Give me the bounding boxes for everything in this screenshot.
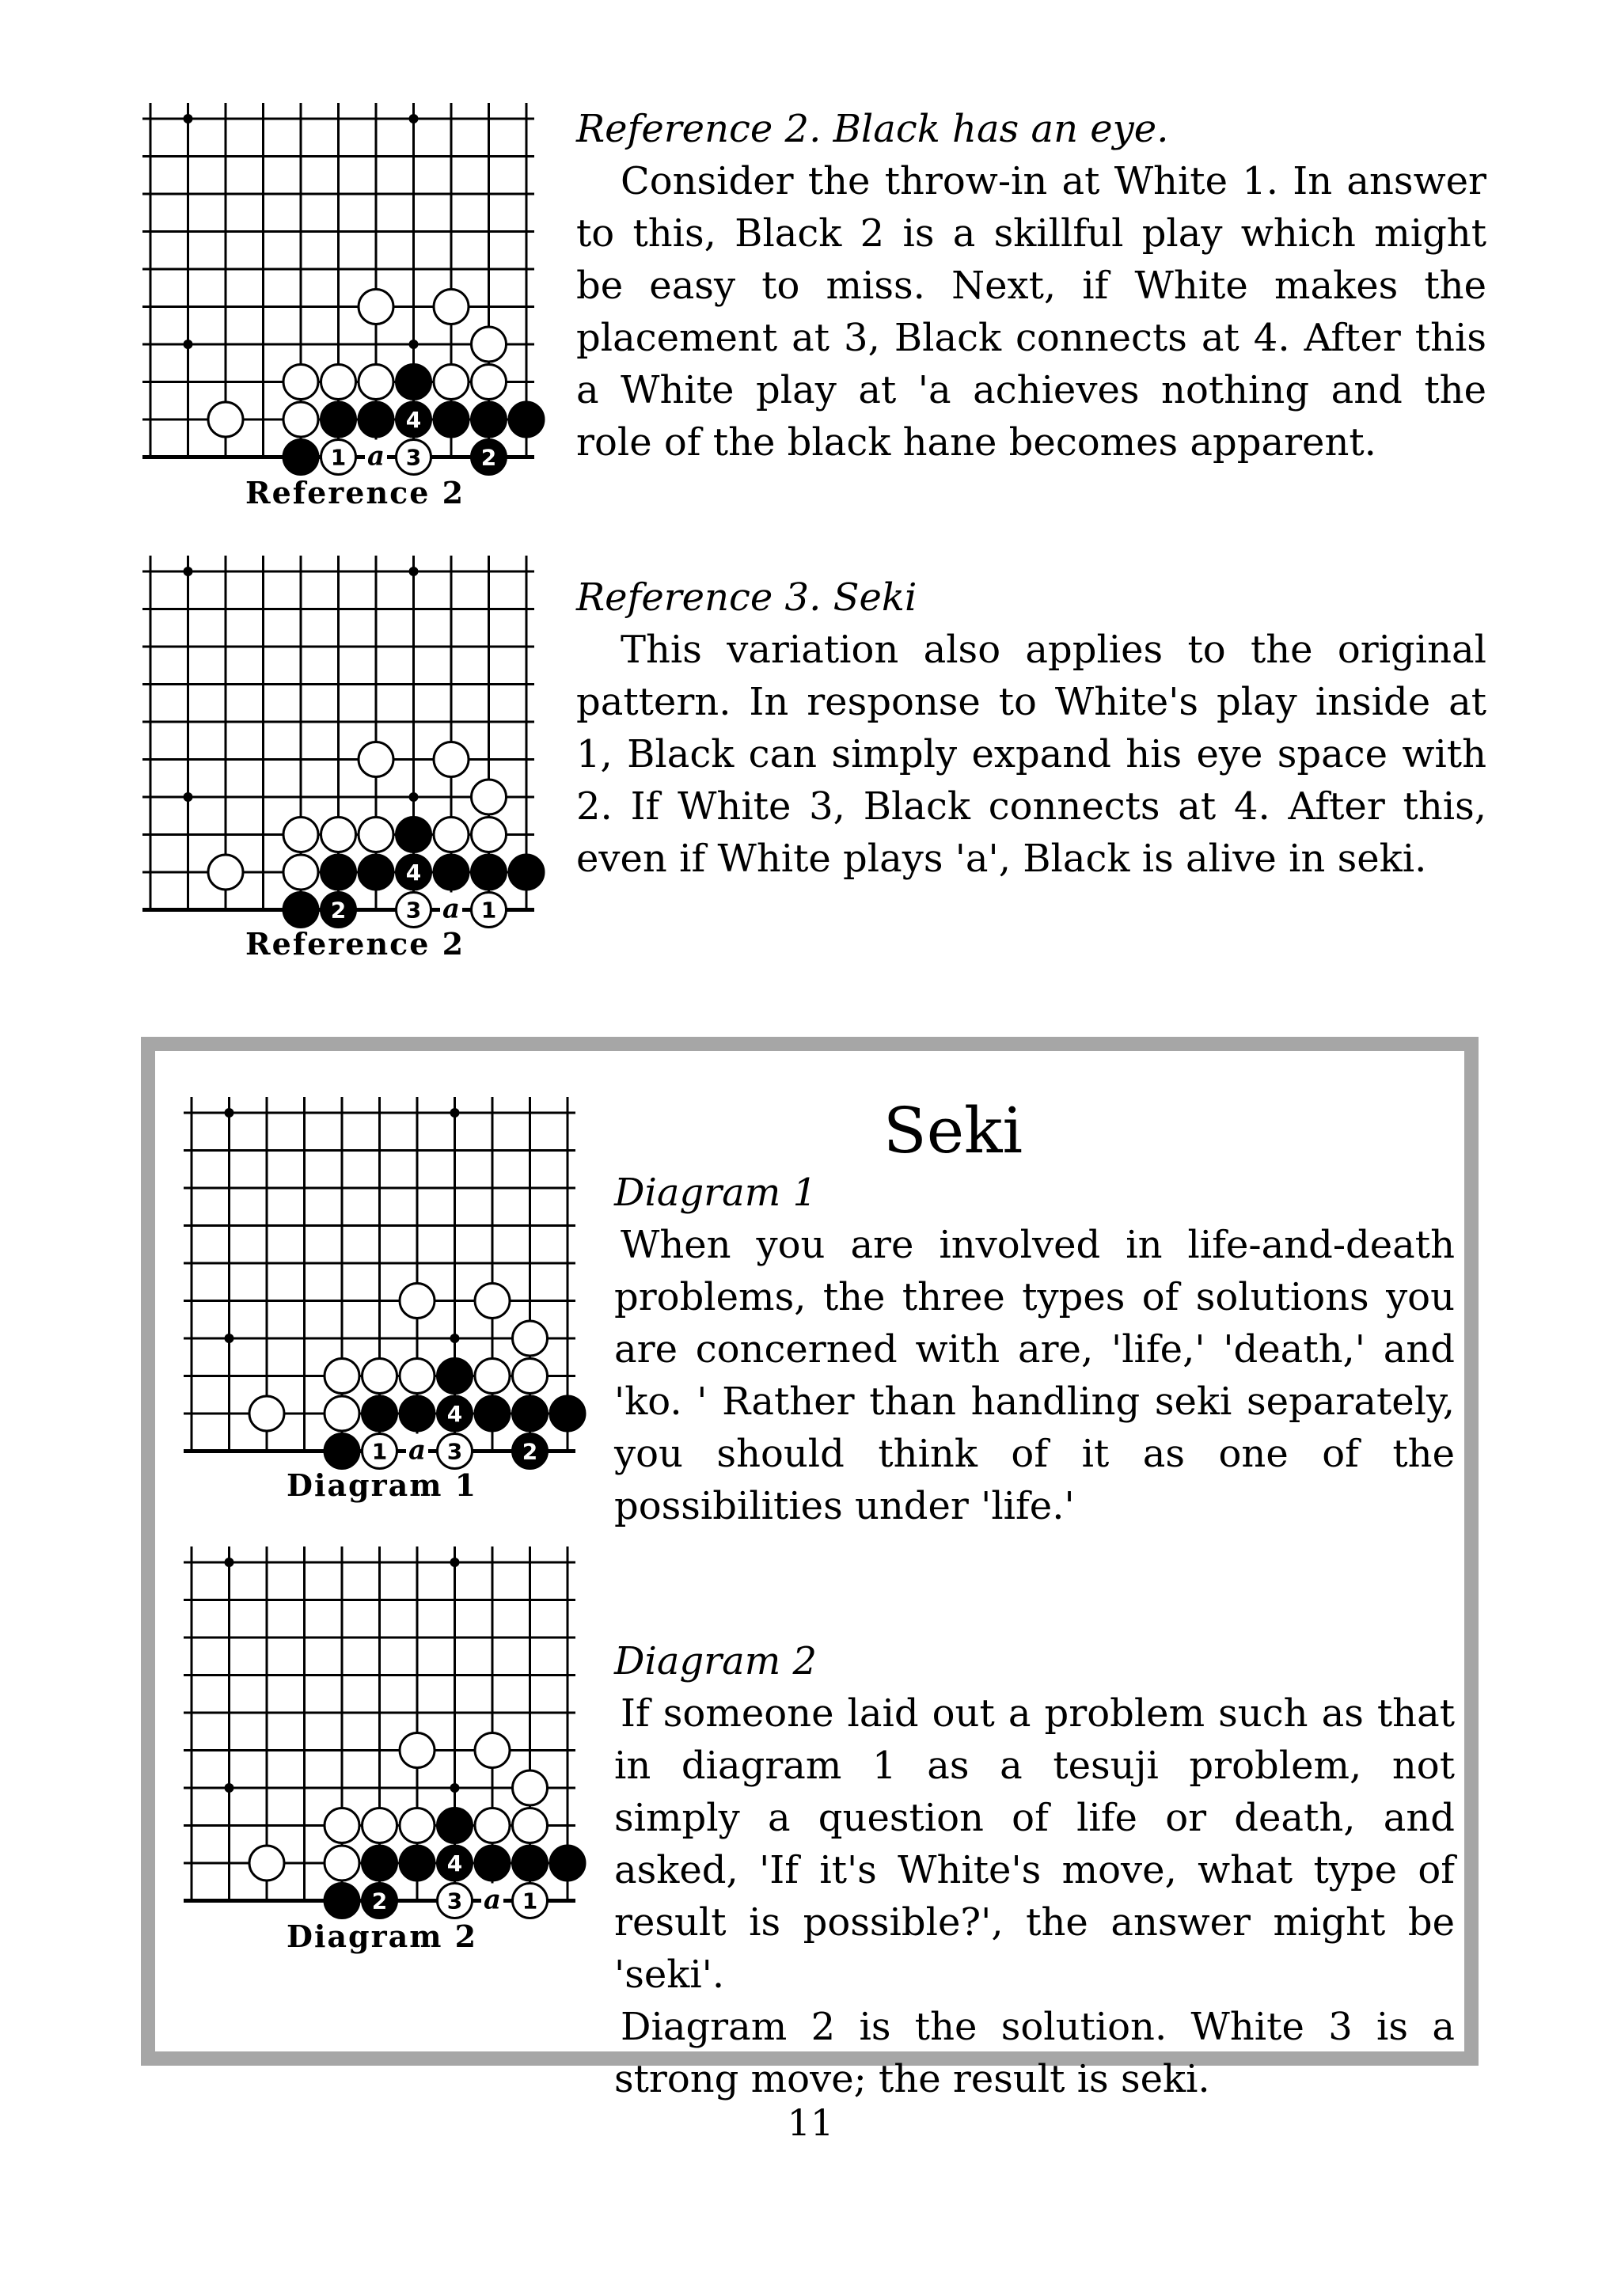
black-stone [509,855,544,890]
black-stone [325,1434,359,1469]
reference-2-text [576,103,1486,469]
go-board-svg [184,1554,595,1918]
diagram-2-text [614,1635,1455,2105]
star-point [450,1108,460,1118]
black-stone [400,1846,435,1880]
go-board-reference-2a [142,111,554,475]
white-stone [321,818,356,852]
star-point [225,1558,234,1567]
stone-number: 4 [446,1850,463,1877]
stone-number: 1 [371,1438,388,1465]
go-board-svg [184,1105,595,1469]
seki-box [141,1037,1479,2101]
white-stone [472,365,507,400]
go-board-diagram-1 [184,1105,595,1469]
star-point [409,114,419,123]
black-stone [359,402,393,437]
diagram-2-body-1: If someone laid out a problem such as that in diagram 1 as a tesuji problem, not simply a question of life or death, and asked, 'If it's White's move, what type of result is possible?', the answer might be 'seki'. [614,1691,1455,1997]
go-board-reference-3 [142,564,554,928]
white-stone [475,1733,510,1768]
go-board-svg [142,564,554,928]
star-point [409,792,419,802]
black-stone [283,440,318,475]
stone-number: 3 [446,1888,463,1915]
black-stone [550,1846,585,1880]
seki-title: Seki [883,1094,1023,1167]
white-stone [249,1846,284,1880]
stone-number: 2 [371,1888,388,1915]
white-stone [472,818,507,852]
white-stone [283,855,318,890]
star-point [225,1108,234,1118]
stone-number: 1 [330,444,347,471]
reference-2-heading: Reference 2. Black has an eye. [576,107,1169,151]
white-stone [434,290,469,324]
white-stone [513,1321,548,1356]
white-stone [513,1808,548,1843]
black-stone [475,1396,510,1431]
white-stone [363,1359,397,1394]
black-stone [509,402,544,437]
board-caption: Diagram 2 [287,1918,478,1954]
diagram-2-heading: Diagram 2 [614,1639,818,1683]
reference-2-body: Consider the throw-in at White 1. In answer to this, Black 2 is a skillful play which might be easy to miss. Next, if White makes the placement at 3, Black connects at 4. After this a White play at 'a achieves nothing and the role of the black hane becomes apparent. [576,159,1486,465]
reference-3-body: This variation also applies to the original pattern. In response to White's play inside at 1, Black can simply expand his eye space with 2. If White 3, Black connects at 4. After this, even if White plays 'a', Black is alive in seki. [576,628,1486,881]
stone-number: 1 [522,1888,538,1915]
white-stone [283,365,318,400]
white-stone [513,1359,548,1394]
white-stone [325,1808,359,1843]
white-stone [475,1284,510,1319]
white-stone [208,855,243,890]
star-point [184,340,193,349]
white-stone [283,818,318,852]
stone-number: 4 [446,1401,463,1427]
black-stone [359,855,393,890]
stone-number: 2 [480,444,497,471]
star-point [450,1558,460,1567]
white-stone [359,290,393,324]
star-point [184,792,193,802]
black-stone [513,1396,548,1431]
diagram-1-heading: Diagram 1 [614,1171,818,1215]
point-letter: a [483,1884,502,1916]
diagram-1-body: When you are involved in life-and-death problems, the three types of solutions you are concerned with are, 'life,' 'death,' and 'ko. ' Rather than handling seki separately, you should think of it as one of the possibilities under 'life.' [614,1223,1455,1528]
white-stone [325,1359,359,1394]
star-point [409,340,419,349]
point-letter: a [442,893,461,925]
black-stone [438,1359,473,1394]
stone-number: 1 [480,897,497,924]
go-board-diagram-2 [184,1554,595,1918]
white-stone [359,742,393,777]
star-point [225,1783,234,1793]
black-stone [513,1846,548,1880]
black-stone [321,855,356,890]
point-letter: a [408,1434,427,1467]
white-stone [321,365,356,400]
black-stone [321,402,356,437]
board-caption: Reference 2 [245,475,465,510]
stone-number: 3 [405,897,422,924]
white-stone [359,818,393,852]
black-stone [434,855,469,890]
black-stone [283,893,318,928]
black-stone [363,1846,397,1880]
black-stone [434,402,469,437]
white-stone [208,402,243,437]
black-stone [363,1396,397,1431]
stone-number: 2 [522,1438,538,1465]
white-stone [249,1396,284,1431]
white-stone [513,1770,548,1805]
stone-number: 4 [405,860,422,886]
white-stone [472,327,507,362]
star-point [184,567,193,576]
white-stone [400,1284,435,1319]
white-stone [400,1359,435,1394]
star-point [450,1334,460,1343]
diagram-2-body-2: Diagram 2 is the solution. White 3 is a strong move; the result is seki. [614,2005,1455,2101]
stone-number: 2 [330,897,347,924]
black-stone [397,365,431,400]
stone-number: 3 [405,444,422,471]
black-stone [550,1396,585,1431]
white-stone [434,365,469,400]
stone-number: 3 [446,1438,463,1465]
white-stone [283,402,318,437]
black-stone [397,818,431,852]
black-stone [325,1884,359,1918]
black-stone [475,1846,510,1880]
white-stone [472,780,507,814]
white-stone [325,1846,359,1880]
white-stone [475,1808,510,1843]
reference-3-heading: Reference 3. Seki [576,575,917,620]
page-number: 11 [787,2101,834,2144]
black-stone [472,855,507,890]
white-stone [325,1396,359,1431]
point-letter: a [366,440,385,472]
star-point [450,1783,460,1793]
white-stone [434,818,469,852]
go-board-svg [142,111,554,475]
white-stone [400,1808,435,1843]
board-caption: Diagram 1 [287,1467,478,1503]
white-stone [475,1359,510,1394]
black-stone [438,1808,473,1843]
reference-3-text [576,571,1486,885]
star-point [184,114,193,123]
white-stone [363,1808,397,1843]
star-point [409,567,419,576]
diagram-1-text [614,1167,1455,1532]
white-stone [434,742,469,777]
board-caption: Reference 2 [245,926,465,962]
white-stone [400,1733,435,1768]
stone-number: 4 [405,407,422,433]
star-point [225,1334,234,1343]
white-stone [359,365,393,400]
black-stone [472,402,507,437]
black-stone [400,1396,435,1431]
